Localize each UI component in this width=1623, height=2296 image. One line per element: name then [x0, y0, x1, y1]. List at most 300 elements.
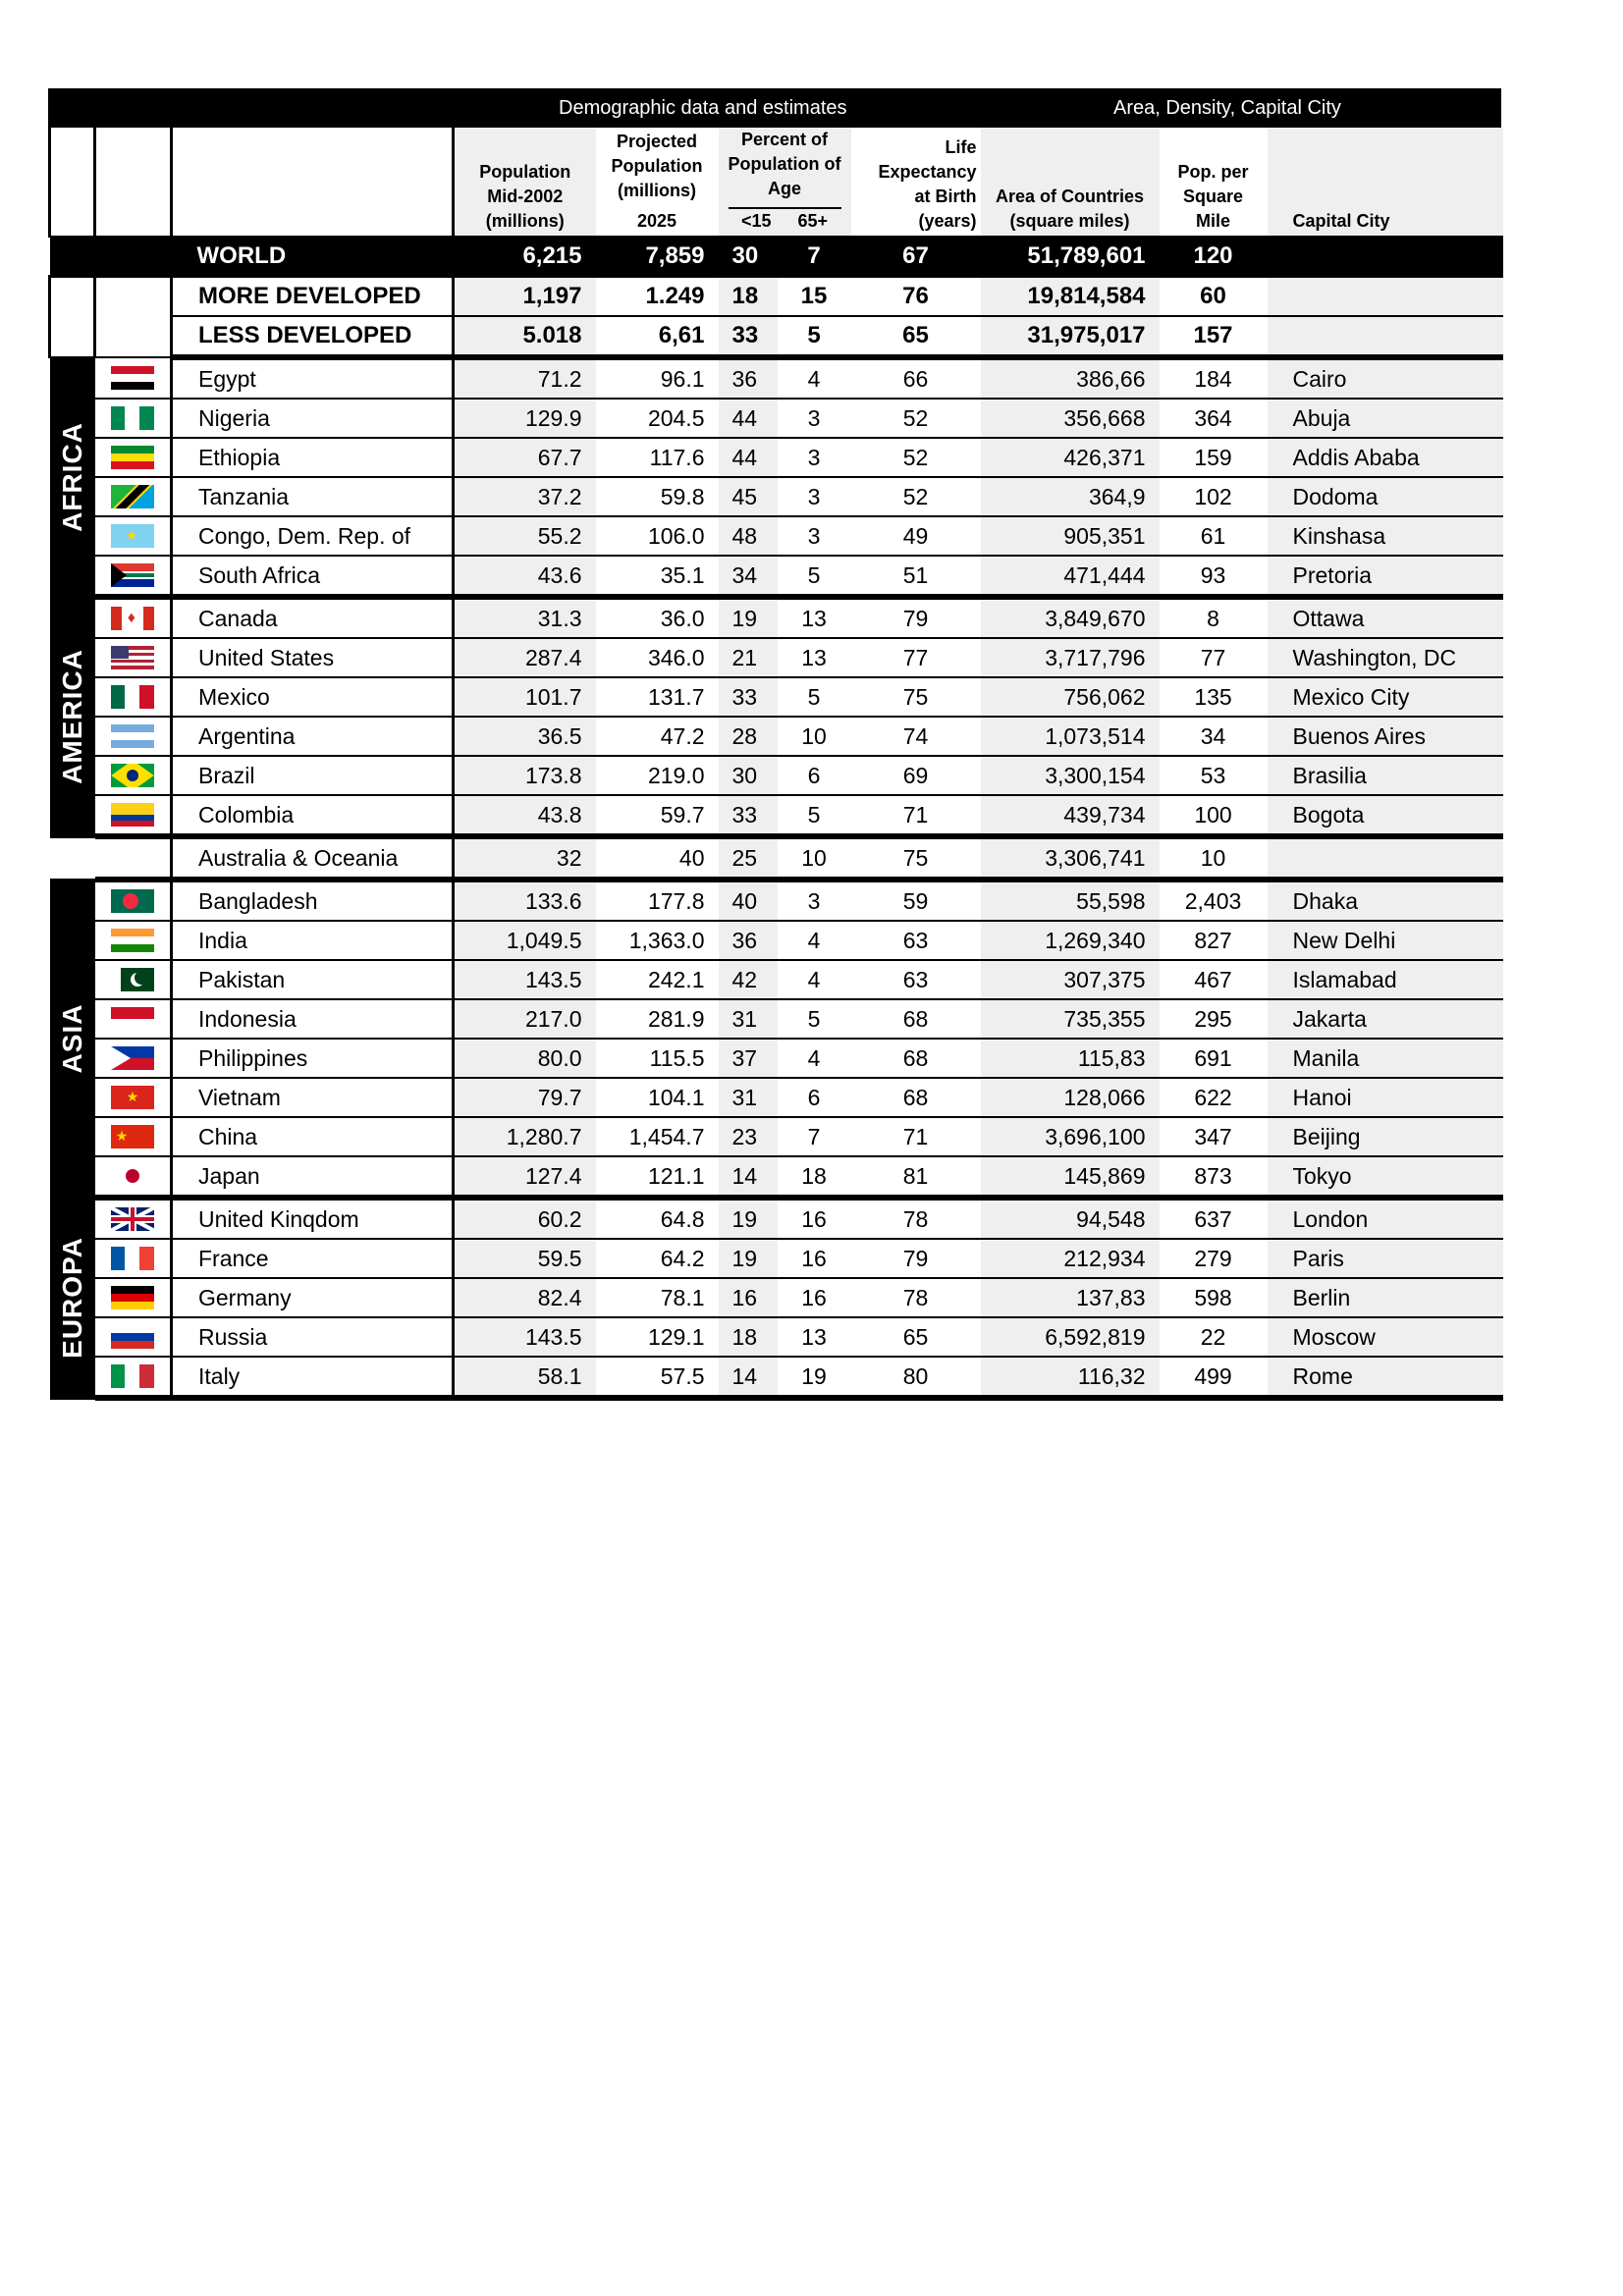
country-name: WORLD [172, 237, 454, 277]
flag-cell [95, 1078, 172, 1117]
area-square-miles: 307,375 [981, 960, 1160, 999]
indonesia-flag [111, 1007, 154, 1031]
population-mid-2002: 5.018 [454, 316, 596, 357]
life-expectancy: 75 [851, 836, 981, 880]
capital-city: Bogota [1268, 795, 1503, 836]
pop-per-square-mile: 34 [1160, 717, 1268, 756]
congo-flag: ★ [111, 524, 154, 548]
projected-population-2025: 129.1 [596, 1317, 719, 1357]
header-population [454, 128, 596, 237]
projected-population-2025: 6,61 [596, 316, 719, 357]
area-square-miles: 3,300,154 [981, 756, 1160, 795]
pop-per-square-mile: 827 [1160, 921, 1268, 960]
area-square-miles: 1,269,340 [981, 921, 1160, 960]
country-name: Vietnam [172, 1078, 454, 1117]
header-capital-label: Capital City [1292, 211, 1390, 231]
capital-city: Rome [1268, 1357, 1503, 1398]
percent-under-15: 44 [719, 399, 778, 438]
country-name: Nigeria [172, 399, 454, 438]
projected-population-2025: 177.8 [596, 880, 719, 921]
table-row [50, 1239, 1503, 1278]
region-cell [50, 880, 95, 1198]
percent-under-15: 25 [719, 836, 778, 880]
life-expectancy: 51 [851, 556, 981, 597]
population-mid-2002: 82.4 [454, 1278, 596, 1317]
flag-cell [95, 1198, 172, 1239]
projected-population-2025: 7,859 [596, 237, 719, 277]
population-mid-2002: 287.4 [454, 638, 596, 677]
population-mid-2002: 1,049.5 [454, 921, 596, 960]
population-mid-2002: 143.5 [454, 960, 596, 999]
header-life-line2: Expectancy [878, 162, 977, 182]
capital-city: Abuja [1268, 399, 1503, 438]
area-square-miles: 212,934 [981, 1239, 1160, 1278]
philippines-flag [111, 1046, 154, 1070]
country-name: Indonesia [172, 999, 454, 1039]
percent-under-15: 42 [719, 960, 778, 999]
life-expectancy: 71 [851, 1117, 981, 1156]
percent-under-15: 30 [719, 237, 778, 277]
pop-per-square-mile: 279 [1160, 1239, 1268, 1278]
percent-over-65: 5 [778, 795, 851, 836]
projected-population-2025: 1,363.0 [596, 921, 719, 960]
egypt-flag [111, 366, 154, 390]
region-label: AFRICA [56, 421, 87, 532]
flag-cell [95, 556, 172, 597]
population-mid-2002: 1,197 [454, 277, 596, 317]
header-projected [596, 128, 719, 237]
percent-over-65: 13 [778, 597, 851, 638]
life-expectancy: 59 [851, 880, 981, 921]
percent-over-65: 4 [778, 1039, 851, 1078]
flag-cell [95, 795, 172, 836]
germany-flag [111, 1286, 154, 1309]
flag-cell [95, 1117, 172, 1156]
flag-cell [95, 1278, 172, 1317]
pop-per-square-mile: 598 [1160, 1278, 1268, 1317]
percent-under-15: 48 [719, 516, 778, 556]
table-row [50, 1039, 1503, 1078]
bangladesh-flag [111, 889, 154, 913]
header-percent-age [719, 128, 851, 237]
header-life-line1: Life [945, 137, 977, 157]
header-population-line3: (millions) [485, 211, 565, 231]
population-mid-2002: 37.2 [454, 477, 596, 516]
flag-cell [95, 1317, 172, 1357]
area-square-miles: 905,351 [981, 516, 1160, 556]
percent-over-65: 16 [778, 1239, 851, 1278]
percent-over-65: 7 [778, 1117, 851, 1156]
projected-population-2025: 35.1 [596, 556, 719, 597]
area-square-miles: 471,444 [981, 556, 1160, 597]
france-flag [111, 1247, 154, 1270]
capital-city: London [1268, 1198, 1503, 1239]
life-expectancy: 74 [851, 717, 981, 756]
projected-population-2025: 346.0 [596, 638, 719, 677]
area-square-miles: 94,548 [981, 1198, 1160, 1239]
header-density-line3: Mile [1196, 211, 1231, 231]
area-square-miles: 6,592,819 [981, 1317, 1160, 1357]
table-row [50, 1198, 1503, 1239]
capital-city: Paris [1268, 1239, 1503, 1278]
population-mid-2002: 43.8 [454, 795, 596, 836]
country-name: Pakistan [172, 960, 454, 999]
country-name: Germany [172, 1278, 454, 1317]
percent-under-15: 14 [719, 1357, 778, 1398]
table-row [50, 880, 1503, 921]
projected-population-2025: 204.5 [596, 399, 719, 438]
flag-cell [95, 1039, 172, 1078]
flag-cell [95, 836, 172, 880]
percent-under-15: 44 [719, 438, 778, 477]
flag-cell [95, 399, 172, 438]
region-label: EUROPA [56, 1237, 87, 1359]
russia-flag [111, 1325, 154, 1349]
tanzania-flag [111, 485, 154, 508]
summary-row [50, 316, 1503, 357]
population-mid-2002: 79.7 [454, 1078, 596, 1117]
life-expectancy: 76 [851, 277, 981, 317]
percent-over-65: 3 [778, 516, 851, 556]
area-square-miles: 115,83 [981, 1039, 1160, 1078]
pop-per-square-mile: 873 [1160, 1156, 1268, 1198]
area-square-miles: 31,975,017 [981, 316, 1160, 357]
table-row [50, 836, 1503, 880]
vietnam-flag: ★ [111, 1086, 154, 1109]
percent-over-65: 13 [778, 638, 851, 677]
header-density-line2: Square [1183, 187, 1244, 206]
capital-city: Brasilia [1268, 756, 1503, 795]
percent-under-15: 19 [719, 597, 778, 638]
pop-per-square-mile: 295 [1160, 999, 1268, 1039]
percent-under-15: 31 [719, 999, 778, 1039]
table-row [50, 960, 1503, 999]
country-name: Ethiopia [172, 438, 454, 477]
pop-per-square-mile: 102 [1160, 477, 1268, 516]
population-mid-2002: 133.6 [454, 880, 596, 921]
header-percent-split [729, 207, 841, 234]
flag-cell [95, 516, 172, 556]
population-mid-2002: 31.3 [454, 597, 596, 638]
population-mid-2002: 32 [454, 836, 596, 880]
area-square-miles: 386,66 [981, 357, 1160, 399]
region-cell [50, 1198, 95, 1398]
life-expectancy: 75 [851, 677, 981, 717]
table-row [50, 677, 1503, 717]
flag-cell [95, 999, 172, 1039]
header-population-line2: Mid-2002 [487, 187, 564, 206]
capital-city: Moscow [1268, 1317, 1503, 1357]
projected-population-2025: 1,454.7 [596, 1117, 719, 1156]
country-name: Argentina [172, 717, 454, 756]
country-name: Mexico [172, 677, 454, 717]
flag-cell [95, 357, 172, 399]
table-row [50, 1317, 1503, 1357]
projected-population-2025: 59.8 [596, 477, 719, 516]
header-density [1160, 128, 1268, 237]
table-row [50, 597, 1503, 638]
pop-per-square-mile: 637 [1160, 1198, 1268, 1239]
pop-per-square-mile: 159 [1160, 438, 1268, 477]
capital-city: Washington, DC [1268, 638, 1503, 677]
summary-flag-cell [95, 277, 172, 358]
area-square-miles: 439,734 [981, 795, 1160, 836]
area-square-miles: 756,062 [981, 677, 1160, 717]
percent-over-65: 13 [778, 1317, 851, 1357]
life-expectancy: 66 [851, 357, 981, 399]
projected-population-2025: 106.0 [596, 516, 719, 556]
table-top-band [48, 88, 1501, 128]
region-cell [50, 597, 95, 836]
table-row [50, 638, 1503, 677]
flag-cell [95, 717, 172, 756]
capital-city: Kinshasa [1268, 516, 1503, 556]
area-square-miles: 145,869 [981, 1156, 1160, 1198]
percent-under-15: 45 [719, 477, 778, 516]
projected-population-2025: 131.7 [596, 677, 719, 717]
header-projected-line3: (millions) [618, 181, 696, 200]
life-expectancy: 65 [851, 1317, 981, 1357]
country-name: France [172, 1239, 454, 1278]
header-flag-cell [95, 128, 172, 237]
pop-per-square-mile: 364 [1160, 399, 1268, 438]
percent-over-65: 19 [778, 1357, 851, 1398]
header-region-cell [50, 128, 95, 237]
population-mid-2002: 60.2 [454, 1198, 596, 1239]
pop-per-square-mile: 2,403 [1160, 880, 1268, 921]
pop-per-square-mile: 100 [1160, 795, 1268, 836]
percent-under-15: 31 [719, 1078, 778, 1117]
capital-city: Buenos Aires [1268, 717, 1503, 756]
capital-city: Jakarta [1268, 999, 1503, 1039]
country-name: China [172, 1117, 454, 1156]
life-expectancy: 68 [851, 1078, 981, 1117]
table-row [50, 756, 1503, 795]
table-row [50, 477, 1503, 516]
percent-over-65: 5 [778, 556, 851, 597]
percent-under-15: 19 [719, 1198, 778, 1239]
percent-over-65: 16 [778, 1278, 851, 1317]
pop-per-square-mile: 93 [1160, 556, 1268, 597]
table-row [50, 438, 1503, 477]
header-life-expectancy [851, 128, 981, 237]
life-expectancy: 52 [851, 399, 981, 438]
pop-per-square-mile: 691 [1160, 1039, 1268, 1078]
pakistan-flag [111, 968, 154, 991]
header-percent-line2: Population of [728, 154, 841, 174]
percent-over-65: 3 [778, 880, 851, 921]
pop-per-square-mile: 622 [1160, 1078, 1268, 1117]
pop-per-square-mile: 53 [1160, 756, 1268, 795]
header-projected-line4: 2025 [636, 211, 677, 231]
country-name: Japan [172, 1156, 454, 1198]
pop-per-square-mile: 60 [1160, 277, 1268, 317]
projected-population-2025: 47.2 [596, 717, 719, 756]
percent-over-65: 4 [778, 921, 851, 960]
percent-over-65: 10 [778, 836, 851, 880]
percent-under-15: 16 [719, 1278, 778, 1317]
life-expectancy: 63 [851, 960, 981, 999]
table-row [50, 921, 1503, 960]
population-mid-2002: 55.2 [454, 516, 596, 556]
projected-population-2025: 121.1 [596, 1156, 719, 1198]
projected-population-2025: 64.8 [596, 1198, 719, 1239]
percent-over-65: 5 [778, 999, 851, 1039]
country-name: Brazil [172, 756, 454, 795]
percent-under-15: 18 [719, 277, 778, 317]
percent-under-15: 36 [719, 357, 778, 399]
percent-under-15: 40 [719, 880, 778, 921]
area-square-miles: 3,696,100 [981, 1117, 1160, 1156]
country-name: Tanzania [172, 477, 454, 516]
pop-per-square-mile: 120 [1160, 237, 1268, 277]
band-title-demographic: Demographic data and estimates [559, 97, 847, 119]
header-capital [1268, 128, 1503, 237]
pop-per-square-mile: 61 [1160, 516, 1268, 556]
life-expectancy: 49 [851, 516, 981, 556]
percent-over-65: 7 [778, 237, 851, 277]
capital-city: New Delhi [1268, 921, 1503, 960]
flag-cell [95, 921, 172, 960]
country-name: Egypt [172, 357, 454, 399]
flag-cell [95, 756, 172, 795]
table-row [50, 795, 1503, 836]
population-mid-2002: 67.7 [454, 438, 596, 477]
projected-population-2025: 219.0 [596, 756, 719, 795]
percent-over-65: 3 [778, 477, 851, 516]
projected-population-2025: 40 [596, 836, 719, 880]
percent-over-65: 5 [778, 677, 851, 717]
flag-cell [95, 960, 172, 999]
canada-flag: ♦ [111, 607, 154, 630]
percent-over-65: 16 [778, 1198, 851, 1239]
pop-per-square-mile: 22 [1160, 1317, 1268, 1357]
table-row [50, 1078, 1503, 1117]
capital-city: Cairo [1268, 357, 1503, 399]
pop-per-square-mile: 10 [1160, 836, 1268, 880]
country-name: Colombia [172, 795, 454, 836]
country-name: Bangladesh [172, 880, 454, 921]
projected-population-2025: 1.249 [596, 277, 719, 317]
area-square-miles: 3,849,670 [981, 597, 1160, 638]
header-projected-line1: Projected [616, 132, 698, 151]
table-row [50, 556, 1503, 597]
area-square-miles: 19,814,584 [981, 277, 1160, 317]
life-expectancy: 78 [851, 1278, 981, 1317]
nigeria-flag [111, 406, 154, 430]
demographic-table [48, 88, 1501, 1401]
summary-row [50, 277, 1503, 317]
population-mid-2002: 129.9 [454, 399, 596, 438]
flag-cell [95, 1357, 172, 1398]
population-mid-2002: 143.5 [454, 1317, 596, 1357]
world-region-cell [50, 237, 95, 277]
percent-under-15: 23 [719, 1117, 778, 1156]
world-flag-cell [95, 237, 172, 277]
life-expectancy: 68 [851, 999, 981, 1039]
percent-over-65: 10 [778, 717, 851, 756]
percent-under-15: 33 [719, 316, 778, 357]
table-row [50, 1117, 1503, 1156]
life-expectancy: 69 [851, 756, 981, 795]
world-row [50, 237, 1503, 277]
percent-over-65: 18 [778, 1156, 851, 1198]
area-square-miles: 735,355 [981, 999, 1160, 1039]
country-name: MORE DEVELOPED [172, 277, 454, 317]
percent-over-65: 4 [778, 357, 851, 399]
capital-city: Berlin [1268, 1278, 1503, 1317]
projected-population-2025: 117.6 [596, 438, 719, 477]
life-expectancy: 52 [851, 477, 981, 516]
country-name: Canada [172, 597, 454, 638]
summary-region-cell [50, 277, 95, 358]
percent-under-15: 30 [719, 756, 778, 795]
area-square-miles: 51,789,601 [981, 237, 1160, 277]
percent-over-65: 15 [778, 277, 851, 317]
capital-city: Addis Ababa [1268, 438, 1503, 477]
percent-under-15: 28 [719, 717, 778, 756]
header-name-cell [172, 128, 454, 237]
percent-under-15: 14 [719, 1156, 778, 1198]
header-percent-line1: Percent of [740, 130, 829, 149]
life-expectancy: 65 [851, 316, 981, 357]
table-row [50, 516, 1503, 556]
life-expectancy: 67 [851, 237, 981, 277]
population-mid-2002: 101.7 [454, 677, 596, 717]
colombia-flag [111, 803, 154, 827]
percent-under-15: 34 [719, 556, 778, 597]
life-expectancy: 63 [851, 921, 981, 960]
capital-city [1268, 836, 1503, 880]
percent-over-65: 4 [778, 960, 851, 999]
flag-cell [95, 597, 172, 638]
projected-population-2025: 242.1 [596, 960, 719, 999]
country-name: Russia [172, 1317, 454, 1357]
pop-per-square-mile: 135 [1160, 677, 1268, 717]
china-flag: ★ [111, 1125, 154, 1148]
table-row [50, 1278, 1503, 1317]
capital-city: Mexico City [1268, 677, 1503, 717]
region-label: ASIA [56, 1003, 87, 1074]
area-square-miles: 3,306,741 [981, 836, 1160, 880]
area-square-miles: 137,83 [981, 1278, 1160, 1317]
population-mid-2002: 127.4 [454, 1156, 596, 1198]
capital-city: Beijing [1268, 1117, 1503, 1156]
population-mid-2002: 59.5 [454, 1239, 596, 1278]
population-mid-2002: 1,280.7 [454, 1117, 596, 1156]
area-square-miles: 1,073,514 [981, 717, 1160, 756]
header-projected-line2: Population [611, 156, 703, 176]
life-expectancy: 71 [851, 795, 981, 836]
percent-under-15: 18 [719, 1317, 778, 1357]
life-expectancy: 52 [851, 438, 981, 477]
area-square-miles: 3,717,796 [981, 638, 1160, 677]
header-under15: <15 [740, 211, 772, 231]
projected-population-2025: 104.1 [596, 1078, 719, 1117]
table-row [50, 717, 1503, 756]
capital-city [1268, 316, 1503, 357]
pop-per-square-mile: 499 [1160, 1357, 1268, 1398]
pop-per-square-mile: 8 [1160, 597, 1268, 638]
area-square-miles: 55,598 [981, 880, 1160, 921]
percent-over-65: 5 [778, 316, 851, 357]
pop-per-square-mile: 184 [1160, 357, 1268, 399]
percent-under-15: 19 [719, 1239, 778, 1278]
capital-city [1268, 237, 1503, 277]
flag-cell [95, 438, 172, 477]
ethiopia-flag [111, 446, 154, 469]
area-square-miles: 356,668 [981, 399, 1160, 438]
